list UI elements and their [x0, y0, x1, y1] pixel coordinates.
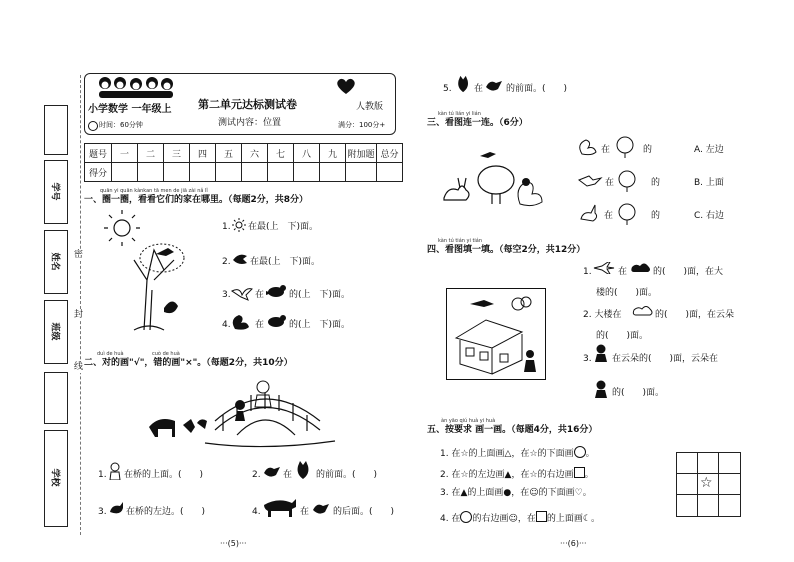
q2-pinyin-right: duì de huà [97, 351, 124, 357]
table-cell: 八 [294, 144, 320, 163]
q3-row3-mid1: 在 [604, 211, 614, 221]
star-icon: ☆ [700, 475, 713, 491]
q3-row1-mid2: 的 [643, 145, 653, 155]
q4-l1-cont: 楼的( )面。 [596, 288, 658, 298]
q5-l3-d: 的下面画 [538, 488, 575, 498]
table-cell: 附加题 [346, 144, 377, 163]
student-id-box [44, 160, 68, 224]
table-cell: 四 [190, 144, 216, 163]
name-box [44, 230, 68, 294]
q2-item-2-num: 2. [252, 470, 261, 480]
cut-line [80, 75, 81, 535]
score-input[interactable] [216, 163, 242, 182]
star-icon: ☆ [529, 449, 538, 459]
triangle-filled-icon: ▲ [504, 470, 512, 480]
binding-blank-2 [44, 372, 68, 424]
q5-l1-b: 的上面画 [468, 449, 505, 459]
q5-l1-e: 。 [585, 449, 595, 459]
grid-line [718, 453, 719, 516]
q5-line-4 [440, 511, 600, 525]
q4-l1-mid: 在 [618, 267, 628, 277]
q5-l2-a: 2. 在 [440, 470, 461, 480]
q5-l1-d: 的下面画 [537, 449, 574, 459]
name-label: 姓名 [49, 252, 60, 271]
cat-icon [294, 460, 314, 480]
circle-outline-icon [574, 446, 586, 458]
smiley-icon: ☺ [529, 488, 539, 498]
score-input[interactable] [164, 163, 190, 182]
q2-item-5-text: 的前面。( ) [506, 84, 568, 94]
q4-l3-cont: 的( )面。 [612, 388, 665, 398]
q4-l1-num: 1. [583, 267, 592, 277]
q5-l4-d: 的上面画 [546, 514, 583, 524]
q1-item-2-text: 在最(上 下)面。 [250, 257, 321, 267]
rabbit-icon [577, 203, 601, 223]
school-box [44, 430, 68, 527]
bird-icon [577, 174, 603, 188]
eagle-icon [231, 285, 253, 301]
cut-char-xian: 线 [74, 362, 84, 372]
q1-item-1-num: 1. [222, 222, 231, 232]
q3-title: 三、看图连一连。（6分） [427, 118, 528, 128]
q5-line-3 [440, 488, 592, 499]
q4-pinyin: kàn tú tián yi tián [438, 238, 483, 244]
q5-l2-c: ，在 [511, 470, 530, 480]
q5-line-1 [440, 446, 595, 460]
square-outline-icon [536, 511, 547, 522]
q5-l1-a: 1. 在 [440, 449, 461, 459]
q3-row2-mid2: 的 [651, 178, 661, 188]
class-box [44, 300, 68, 364]
q2-item-3-text: 在桥的左边。( ) [126, 507, 206, 517]
square-outline-icon [574, 467, 585, 478]
q2-title: 二、对的画"√"，错的画"×"。（每题2分，共10分） [84, 358, 293, 368]
star-icon: ☆ [529, 470, 538, 480]
q3-row1-mid1: 在 [601, 145, 611, 155]
q5-l3-b: 的上面画 [467, 488, 504, 498]
duck-icon [484, 77, 504, 93]
exam-title: 第二单元达标测试卷 [198, 98, 297, 111]
q3-option-a[interactable]: A. 左边 [694, 145, 724, 155]
kids-logo [96, 75, 176, 99]
sparrow-icon [266, 313, 288, 329]
crescent-moon-icon: ☾ [582, 514, 591, 524]
table-cell: 六 [242, 144, 268, 163]
bridge-illustration [145, 375, 390, 450]
tree-illustration [104, 210, 199, 335]
star-icon: ☆ [460, 470, 469, 480]
score-input[interactable] [320, 163, 346, 182]
house-illustration [446, 288, 546, 380]
table-cell: 一 [112, 144, 138, 163]
cloud-icon [630, 262, 652, 274]
sparrow-icon [266, 283, 288, 299]
clock-icon [88, 121, 98, 131]
q3-pinyin: kàn tú lián yi lián [438, 111, 481, 117]
grid-line [677, 494, 740, 495]
q2-item-4-num: 4. [252, 507, 261, 517]
q5-l3-a: 3. 在 [440, 488, 461, 498]
q4-l2-start: 2. 大楼在 [583, 310, 622, 320]
time-label: 时间：60分钟 [99, 121, 143, 129]
q1-title: 一、圈一圈，看看它们的家在哪里。（每题2分，共8分） [84, 195, 309, 205]
tree-icon [614, 136, 636, 158]
heart-outline-icon: ♡ [574, 488, 583, 498]
sun-icon [232, 218, 246, 232]
table-cell: 二 [138, 144, 164, 163]
table-cell: 九 [320, 144, 346, 163]
cloud-icon [632, 305, 654, 317]
q4-l3-text: 在云朵的( )面，云朵在 [612, 354, 719, 364]
q1-pinyin: quān yi quān kànkan tā men de jiā zài nǎ lǐ [100, 188, 208, 194]
animals-tree-illustration [440, 148, 550, 210]
ox-icon [262, 497, 298, 519]
tree-icon [616, 170, 638, 192]
q2-pinyin-wrong: cuò de huà [152, 351, 180, 357]
q5-l3-c: ，在 [511, 488, 530, 498]
q4-l2-text: 的( )面，在云朵 [655, 310, 735, 320]
score-input[interactable] [294, 163, 320, 182]
q1-item-3-num: 3. [222, 290, 231, 300]
grid-line [697, 453, 698, 516]
q5-title: 五、按要求 画一画。（每题4分，共16分） [427, 425, 598, 435]
q2-item-4-text: 的后面。( ) [333, 507, 395, 517]
class-label: 班级 [49, 322, 60, 341]
airplane-icon [593, 262, 615, 274]
girl-icon [594, 380, 608, 398]
subject-label: 小学数学 一年级上 [88, 104, 172, 115]
duck-icon [311, 500, 331, 516]
content-label: 测试内容：位置 [218, 118, 282, 128]
score-input[interactable] [190, 163, 216, 182]
q2-item-2-text: 的前面。( ) [316, 470, 378, 480]
q1-item-2-num: 2. [222, 257, 231, 267]
q5-l4-e: 。 [590, 514, 600, 524]
q5-l4-b: 的右边画 [472, 514, 509, 524]
smiley-icon: ☺ [508, 514, 518, 524]
q4-l2-cont: 的( )面。 [596, 331, 649, 341]
score-table [84, 143, 403, 182]
table-cell: 三 [164, 144, 190, 163]
score-input[interactable] [242, 163, 268, 182]
score-table-score-row [85, 163, 403, 182]
page-number-right: ···(6)··· [560, 539, 587, 548]
page-number-left: ···(5)··· [220, 539, 247, 548]
cut-char-feng: 封 [74, 310, 84, 320]
q3-row3-mid2: 的 [651, 211, 661, 221]
tree-icon [616, 203, 638, 225]
score-input[interactable] [377, 163, 403, 182]
girl-icon [594, 344, 608, 362]
q5-l4-a: 4. 在 [440, 514, 461, 524]
q4-l1-text: 的( )面，在大 [653, 267, 724, 277]
school-label: 学校 [49, 468, 60, 487]
q2-item-5-mid: 在 [474, 84, 484, 94]
table-cell: 题号 [85, 144, 112, 163]
q1-item-3-tail: 的(上 下)面。 [289, 290, 351, 300]
squirrel-icon [578, 137, 598, 159]
table-cell: 五 [216, 144, 242, 163]
q2-item-5-num: 5. [443, 84, 452, 94]
q5-l1-c: ，在 [511, 449, 530, 459]
q1-item-3-text: 在 [255, 290, 265, 300]
q4-title: 四、看图填一填。（每空2分，共12分） [427, 245, 586, 255]
score-input[interactable] [112, 163, 138, 182]
q2-item-3-num: 3. [98, 507, 107, 517]
squirrel-icon [231, 313, 251, 331]
q1-item-4-text: 在 [255, 320, 265, 330]
duck-icon [262, 463, 282, 479]
circle-filled-icon: ● [503, 488, 512, 498]
triangle-filled-icon: ▲ [460, 488, 468, 498]
q2-item-4-mid: 在 [300, 507, 310, 517]
heart-icon [336, 77, 356, 95]
star-icon: ☆ [460, 449, 469, 459]
q1-item-4-tail: 的(上 下)面。 [289, 320, 351, 330]
q3-option-c[interactable]: C. 右边 [694, 211, 725, 221]
score-input[interactable] [138, 163, 164, 182]
q1-item-1-text: 在最(上 下)面。 [248, 222, 319, 232]
bird-icon [231, 252, 249, 266]
q3-option-b[interactable]: B. 上面 [694, 178, 724, 188]
q5-pinyin: àn yāo qiú huà yi huà [441, 418, 496, 424]
score-table-header-row [85, 144, 403, 163]
q3-row2-mid1: 在 [605, 178, 615, 188]
table-cell: 总分 [377, 144, 403, 163]
binding-blank [44, 105, 68, 155]
q5-l2-d: 的右边画 [537, 470, 574, 480]
q4-l3-num: 3. [583, 354, 592, 364]
q5-l4-c: ，在 [517, 514, 536, 524]
q5-l2-e: 。 [584, 470, 594, 480]
q5-line-2 [440, 467, 594, 481]
goat-icon [107, 500, 125, 518]
q2-item-1-num: 1. [98, 470, 107, 480]
q5-l2-b: 的左边画 [468, 470, 505, 480]
triangle-outline-icon: △ [504, 449, 512, 459]
cat-icon [455, 74, 473, 94]
q2-item-1-text: 在桥的上面。( ) [124, 470, 204, 480]
table-cell: 得分 [85, 163, 112, 182]
full-score-label: 满分：100分+ [338, 121, 386, 129]
q1-item-4-num: 4. [222, 320, 231, 330]
circle-outline-icon [460, 511, 472, 523]
table-cell: 七 [268, 144, 294, 163]
q2-item-2-mid: 在 [283, 470, 293, 480]
edition-label: 人教版 [356, 102, 384, 112]
score-input[interactable] [268, 163, 294, 182]
score-input[interactable] [346, 163, 377, 182]
q5-l3-e: 。 [582, 488, 592, 498]
drawing-grid[interactable] [676, 452, 741, 517]
student-id-label: 学号 [49, 182, 60, 201]
grandpa-icon [108, 462, 122, 480]
cut-char-mi: 密 [74, 250, 84, 260]
